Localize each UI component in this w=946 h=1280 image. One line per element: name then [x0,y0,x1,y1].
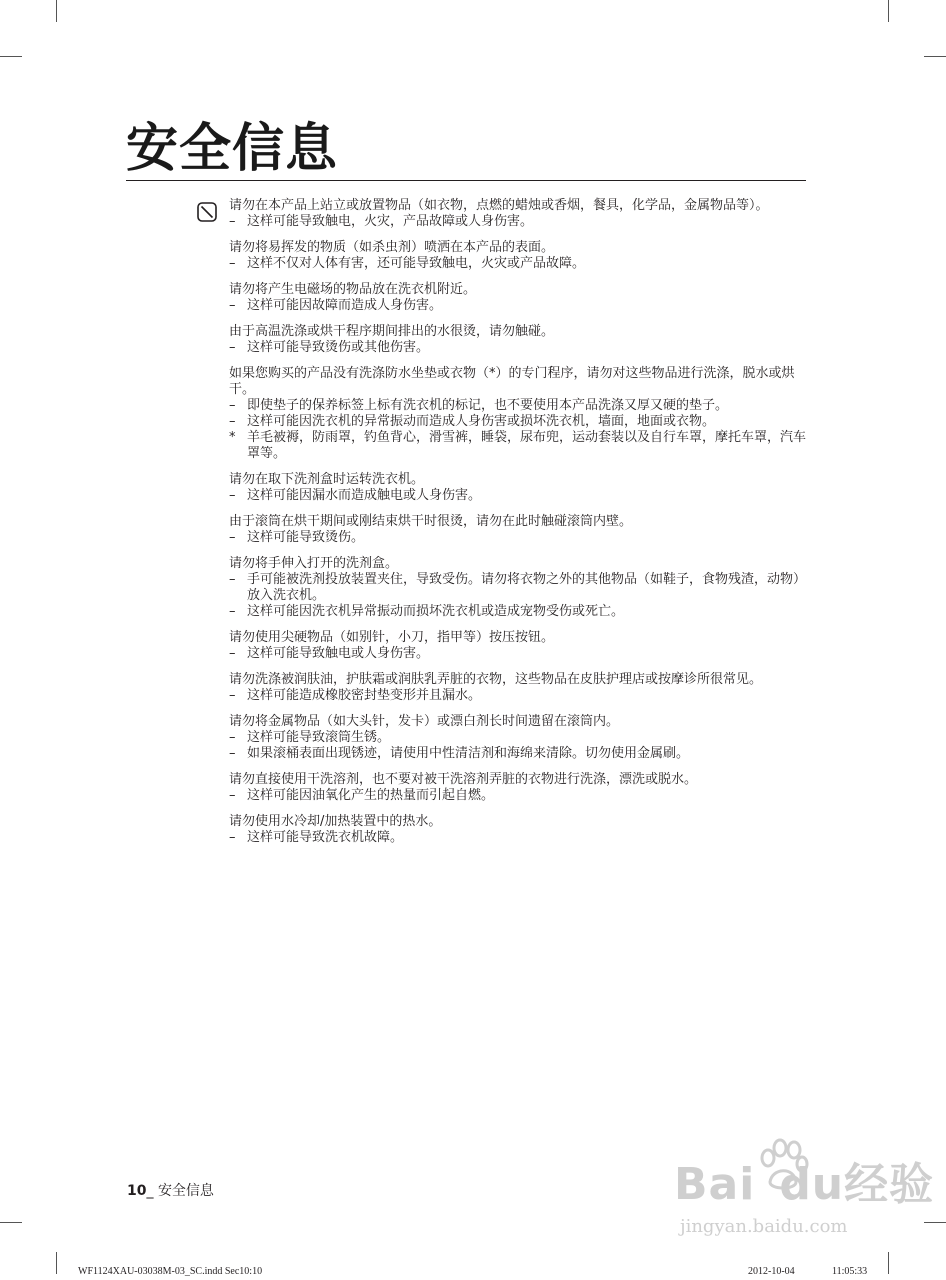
note-marker: – [229,398,236,413]
warning-note [229,530,807,546]
watermark-text: 经验 [844,1159,935,1210]
crop-mark [56,1252,57,1274]
crop-mark [56,0,57,22]
note-text: 这样不仅对人体有害，还可能导致触电，火灾或产品故障。 [247,256,586,271]
warning-note [229,256,807,272]
print-slug-file: WF1124XAU-03038M-03_SC.indd Sec10:10 [78,1266,263,1277]
warning-text: 请勿将产生电磁场的物品放在洗衣机附近。 [229,282,477,297]
warning-note [229,572,807,604]
footer-section-name: 安全信息 [157,1183,214,1199]
warning-note [229,398,807,414]
warning-note [229,414,807,430]
warning-note [229,340,807,356]
note-text: 羊毛被褥，防雨罩，钓鱼背心，滑雪裤，睡袋，尿布兜，运动套装以及自行车罩，摩托车罩，汽车罩等。 [247,430,807,461]
note-text: 这样可能因漏水而造成触电或人身伤害。 [247,488,482,503]
crop-mark [0,1222,22,1223]
warning-note [229,214,807,230]
warning-block [229,714,807,762]
note-text: 这样可能导致触电，火灾，产品故障或人身伤害。 [247,214,534,229]
note-text: 即使垫子的保养标签上标有洗衣机的标记，也不要使用本产品洗涤又厚又硬的垫子。 [247,398,729,413]
note-marker: – [229,746,236,761]
warning-block [229,772,807,804]
prohibit-icon [197,202,217,222]
warning-note [229,788,807,804]
warning-text: 请勿将手伸入打开的洗剂盒。 [229,556,399,571]
warning-text: 请勿在取下洗剂盒时运转洗衣机。 [229,472,425,487]
note-marker: – [229,730,236,745]
warning-block [229,282,807,314]
note-marker: – [229,688,236,703]
crop-mark [0,56,22,57]
note-text: 这样可能因洗衣机的异常振动而造成人身伤害或损坏洗衣机，墙面，地面或衣物。 [247,414,716,429]
warning-block [229,514,807,546]
warning-block [229,556,807,620]
warning-text: 请勿在本产品上站立或放置物品（如衣物，点燃的蜡烛或香烟，餐具，化学品，金属物品等）。 [229,198,769,213]
safety-warning-list [229,198,807,856]
title-divider [126,180,806,181]
page-footer [127,1182,214,1200]
warning-block [229,324,807,356]
warning-text: 请勿使用水冷却/加热装置中的热水。 [229,814,442,829]
note-text: 这样可能导致烫伤或其他伤害。 [247,340,430,355]
note-marker: – [229,340,236,355]
warning-block [229,814,807,846]
note-text: 这样可能导致烫伤。 [247,530,365,545]
note-text: 这样可能导致洗衣机故障。 [247,830,404,845]
warning-block [229,198,807,230]
warning-text: 由于高温洗涤或烘干程序期间排出的水很烫，请勿触碰。 [229,324,555,339]
crop-mark [888,0,889,22]
note-text: 这样可能因故障而造成人身伤害。 [247,298,443,313]
note-marker: * [229,430,236,445]
warning-note [229,746,807,762]
warning-text: 请勿直接使用干洗溶剂，也不要对被干洗溶剂弄脏的衣物进行洗涤，漂洗或脱水。 [229,772,698,787]
warning-note [229,430,807,462]
warning-note [229,730,807,746]
note-marker: – [229,788,236,803]
crop-mark [924,1222,946,1223]
warning-block [229,672,807,704]
baidu-jingyan-watermark [660,1138,935,1250]
warning-text: 请勿将金属物品（如大头针，发卡）或漂白剂长时间遗留在滚筒内。 [229,714,620,729]
warning-text: 由于滚筒在烘干期间或刚结束烘干时很烫，请勿在此时触碰滚筒内壁。 [229,514,633,529]
note-text: 如果滚桶表面出现锈迹，请使用中性清洁剂和海绵来清除。切勿使用金属刷。 [247,746,690,761]
note-text: 这样可能因油氧化产生的热量而引起自燃。 [247,788,495,803]
note-marker: – [229,604,236,619]
warning-note [229,298,807,314]
warning-text: 请勿使用尖硬物品（如别针，小刀，指甲等）按压按钮。 [229,630,555,645]
note-text: 手可能被洗剂投放装置夹住，导致受伤。请勿将衣物之外的其他物品（如鞋子，食物残渣，动物）放入洗衣机。 [247,572,807,603]
watermark-text: du [779,1159,845,1210]
note-marker: – [229,214,236,229]
note-text: 这样可能造成橡胶密封垫变形并且漏水。 [247,688,482,703]
note-text: 这样可能导致触电或人身伤害。 [247,646,430,661]
footer-separator: _ [146,1183,154,1199]
warning-block [229,240,807,272]
warning-text: 请勿洗涤被润肤油，护肤霜或润肤乳弄脏的衣物，这些物品在皮肤护理店或按摩诊所很常见。 [229,672,763,687]
note-marker: – [229,530,236,545]
warning-text: 如果您购买的产品没有洗涤防水坐垫或衣物（*）的专门程序，请勿对这些物品进行洗涤，脱水或烘干。 [229,366,795,397]
warning-text: 请勿将易挥发的物质（如杀虫剂）喷洒在本产品的表面。 [229,240,555,255]
page-title: 安全信息 [126,119,339,179]
note-text: 这样可能导致滚筒生锈。 [247,730,391,745]
note-marker: – [229,414,236,429]
warning-note [229,688,807,704]
note-text: 这样可能因洗衣机异常振动而损坏洗衣机或造成宠物受伤或死亡。 [247,604,625,619]
print-slug-date: 2012-10-04 [748,1266,795,1277]
note-marker: – [229,646,236,661]
warning-note [229,830,807,846]
warning-note [229,646,807,662]
print-slug-time: 11:05:33 [832,1266,868,1277]
crop-mark [888,1252,889,1274]
note-marker: – [229,572,236,587]
warning-block [229,630,807,662]
watermark-text: Bai [674,1159,756,1210]
note-marker: – [229,488,236,503]
note-marker: – [229,298,236,313]
page-number: 10 [127,1183,147,1199]
warning-note [229,604,807,620]
watermark-url: jingyan.baidu.com [680,1216,848,1237]
crop-mark [924,56,946,57]
warning-note [229,488,807,504]
warning-block [229,366,807,462]
note-marker: – [229,830,236,845]
note-marker: – [229,256,236,271]
warning-block [229,472,807,504]
